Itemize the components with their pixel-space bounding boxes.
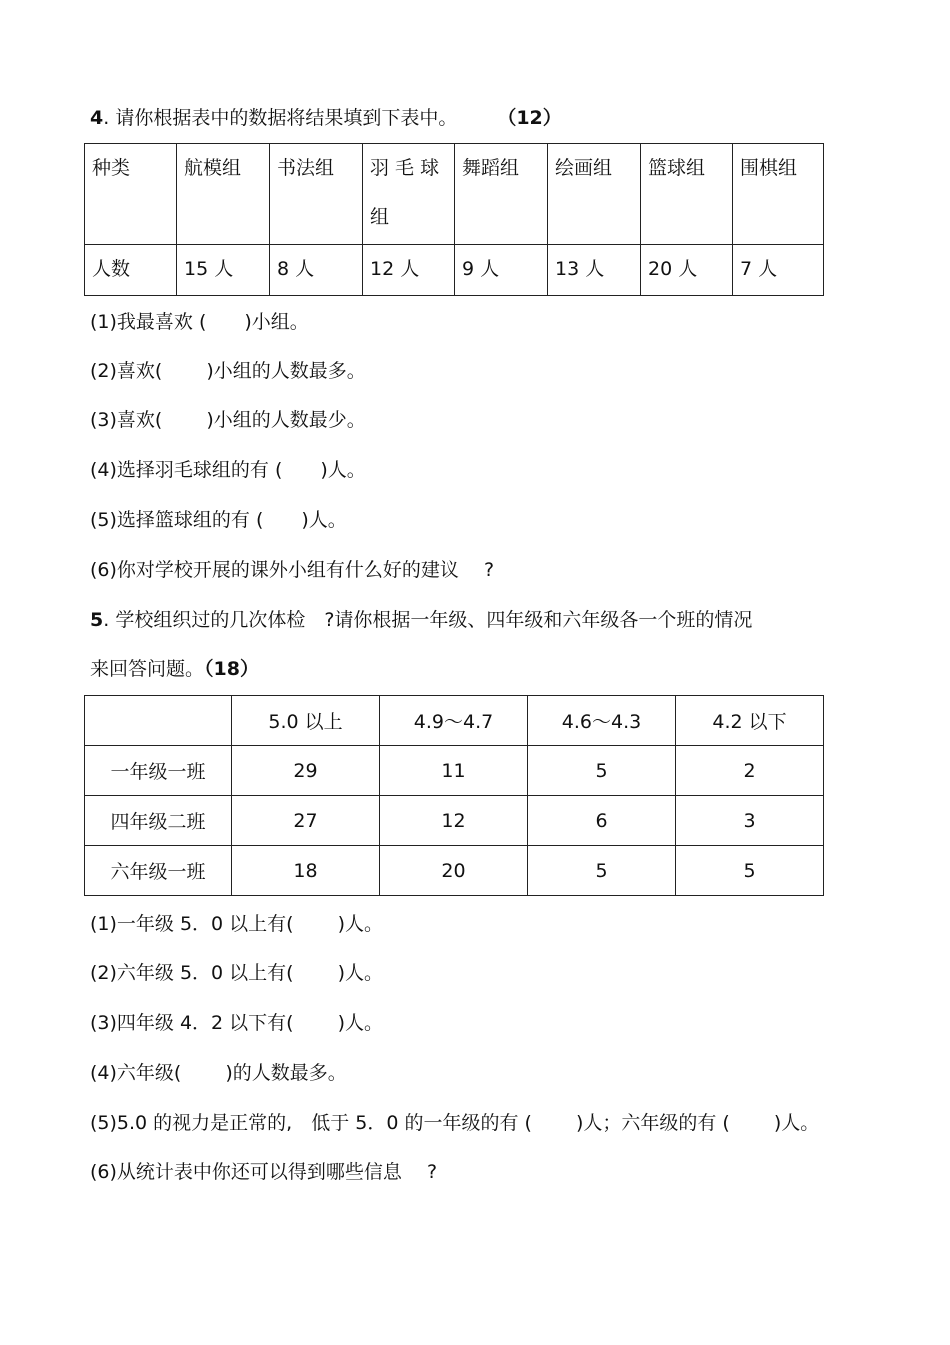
table-cell: 5 bbox=[528, 746, 676, 796]
table-cell: 一年级一班 bbox=[85, 746, 232, 796]
table-cell: 3 bbox=[676, 796, 824, 846]
table-cell: 人数 bbox=[85, 245, 177, 296]
question-5-prompt: . 学校组织过的几次体检 ?请你根据一年级、四年级和六年级各一个班的情况 bbox=[103, 609, 753, 631]
question-5-item: (6)从统计表中你还可以得到哪些信息 ? bbox=[90, 1161, 438, 1183]
table-cell: 舞蹈组 bbox=[455, 144, 548, 245]
table-cell: 羽 毛 球 组 bbox=[363, 144, 455, 245]
question-4-score: （12） bbox=[497, 107, 562, 129]
question-4-item: (3)喜欢( )小组的人数最少。 bbox=[90, 409, 366, 431]
table-cell: 4.2 以下 bbox=[676, 696, 824, 746]
table-cell: 篮球组 bbox=[641, 144, 733, 245]
question-5-item: (3)四年级 4．2 以下有( )人。 bbox=[90, 1012, 384, 1034]
question-5-title-line2 bbox=[90, 657, 259, 681]
question-4-item: (2)喜欢( )小组的人数最多。 bbox=[90, 360, 366, 382]
table-cell: 六年级一班 bbox=[85, 846, 232, 896]
table-cell: 20 人 bbox=[641, 245, 733, 296]
question-5-prompt-cont: 来回答问题。 bbox=[90, 658, 205, 680]
table-cell: 书法组 bbox=[270, 144, 363, 245]
table-cell: 4.6～4.3 bbox=[528, 696, 676, 746]
table-cell: 7 人 bbox=[733, 245, 824, 296]
table-cell: 29 bbox=[232, 746, 380, 796]
question-5-item: (1)一年级 5．0 以上有( )人。 bbox=[90, 913, 384, 935]
table-cell: 9 人 bbox=[455, 245, 548, 296]
question-4-item: (4)选择羽毛球组的有 ( )人。 bbox=[90, 459, 366, 481]
table-cell: 航模组 bbox=[177, 144, 270, 245]
table-cell bbox=[85, 696, 232, 746]
table-cell: 四年级二班 bbox=[85, 796, 232, 846]
question-4-item: (1)我最喜欢 ( )小组。 bbox=[90, 311, 309, 333]
table-row bbox=[85, 796, 824, 846]
table-cell: 15 人 bbox=[177, 245, 270, 296]
table-row bbox=[85, 846, 824, 896]
question-5-score: （18） bbox=[204, 658, 259, 680]
table-cell: 6 bbox=[528, 796, 676, 846]
table-cell: 13 人 bbox=[548, 245, 641, 296]
table-cell: 绘画组 bbox=[548, 144, 641, 245]
table-cell: 5.0 以上 bbox=[232, 696, 380, 746]
table-cell: 27 bbox=[232, 796, 380, 846]
table-row bbox=[85, 746, 824, 796]
table-cell: 8 人 bbox=[270, 245, 363, 296]
question-4-number: 4 bbox=[90, 107, 104, 129]
table-header-row bbox=[85, 144, 824, 245]
table-cell: 围棋组 bbox=[733, 144, 824, 245]
table-cell: 5 bbox=[676, 846, 824, 896]
question-5-number: 5 bbox=[90, 609, 104, 631]
question-5-item: (4)六年级( )的人数最多。 bbox=[90, 1062, 347, 1084]
question-4-item: (6)你对学校开展的课外小组有什么好的建议 ? bbox=[90, 559, 495, 581]
table-cell: 2 bbox=[676, 746, 824, 796]
question-5-item: (5)5.0 的视力是正常的, 低于 5．0 的一年级的有 ( )人；六年级的有 ( )人。 bbox=[90, 1112, 820, 1134]
question-4-prompt: . 请你根据表中的数据将结果填到下表中。 bbox=[103, 107, 458, 129]
table-cell: 18 bbox=[232, 846, 380, 896]
table-cell: 种类 bbox=[85, 144, 177, 245]
interest-group-table bbox=[84, 143, 824, 296]
table-cell: 12 人 bbox=[363, 245, 455, 296]
vision-check-table bbox=[84, 695, 824, 896]
table-cell: 5 bbox=[528, 846, 676, 896]
question-4-title bbox=[90, 106, 562, 130]
table-cell: 11 bbox=[380, 746, 528, 796]
question-5-item: (2)六年级 5．0 以上有( )人。 bbox=[90, 962, 384, 984]
question-5-title bbox=[90, 608, 752, 632]
question-4-item: (5)选择篮球组的有 ( )人。 bbox=[90, 509, 347, 531]
table-header-row bbox=[85, 696, 824, 746]
table-cell: 12 bbox=[380, 796, 528, 846]
table-cell: 20 bbox=[380, 846, 528, 896]
table-cell: 4.9～4.7 bbox=[380, 696, 528, 746]
table-row bbox=[85, 245, 824, 296]
